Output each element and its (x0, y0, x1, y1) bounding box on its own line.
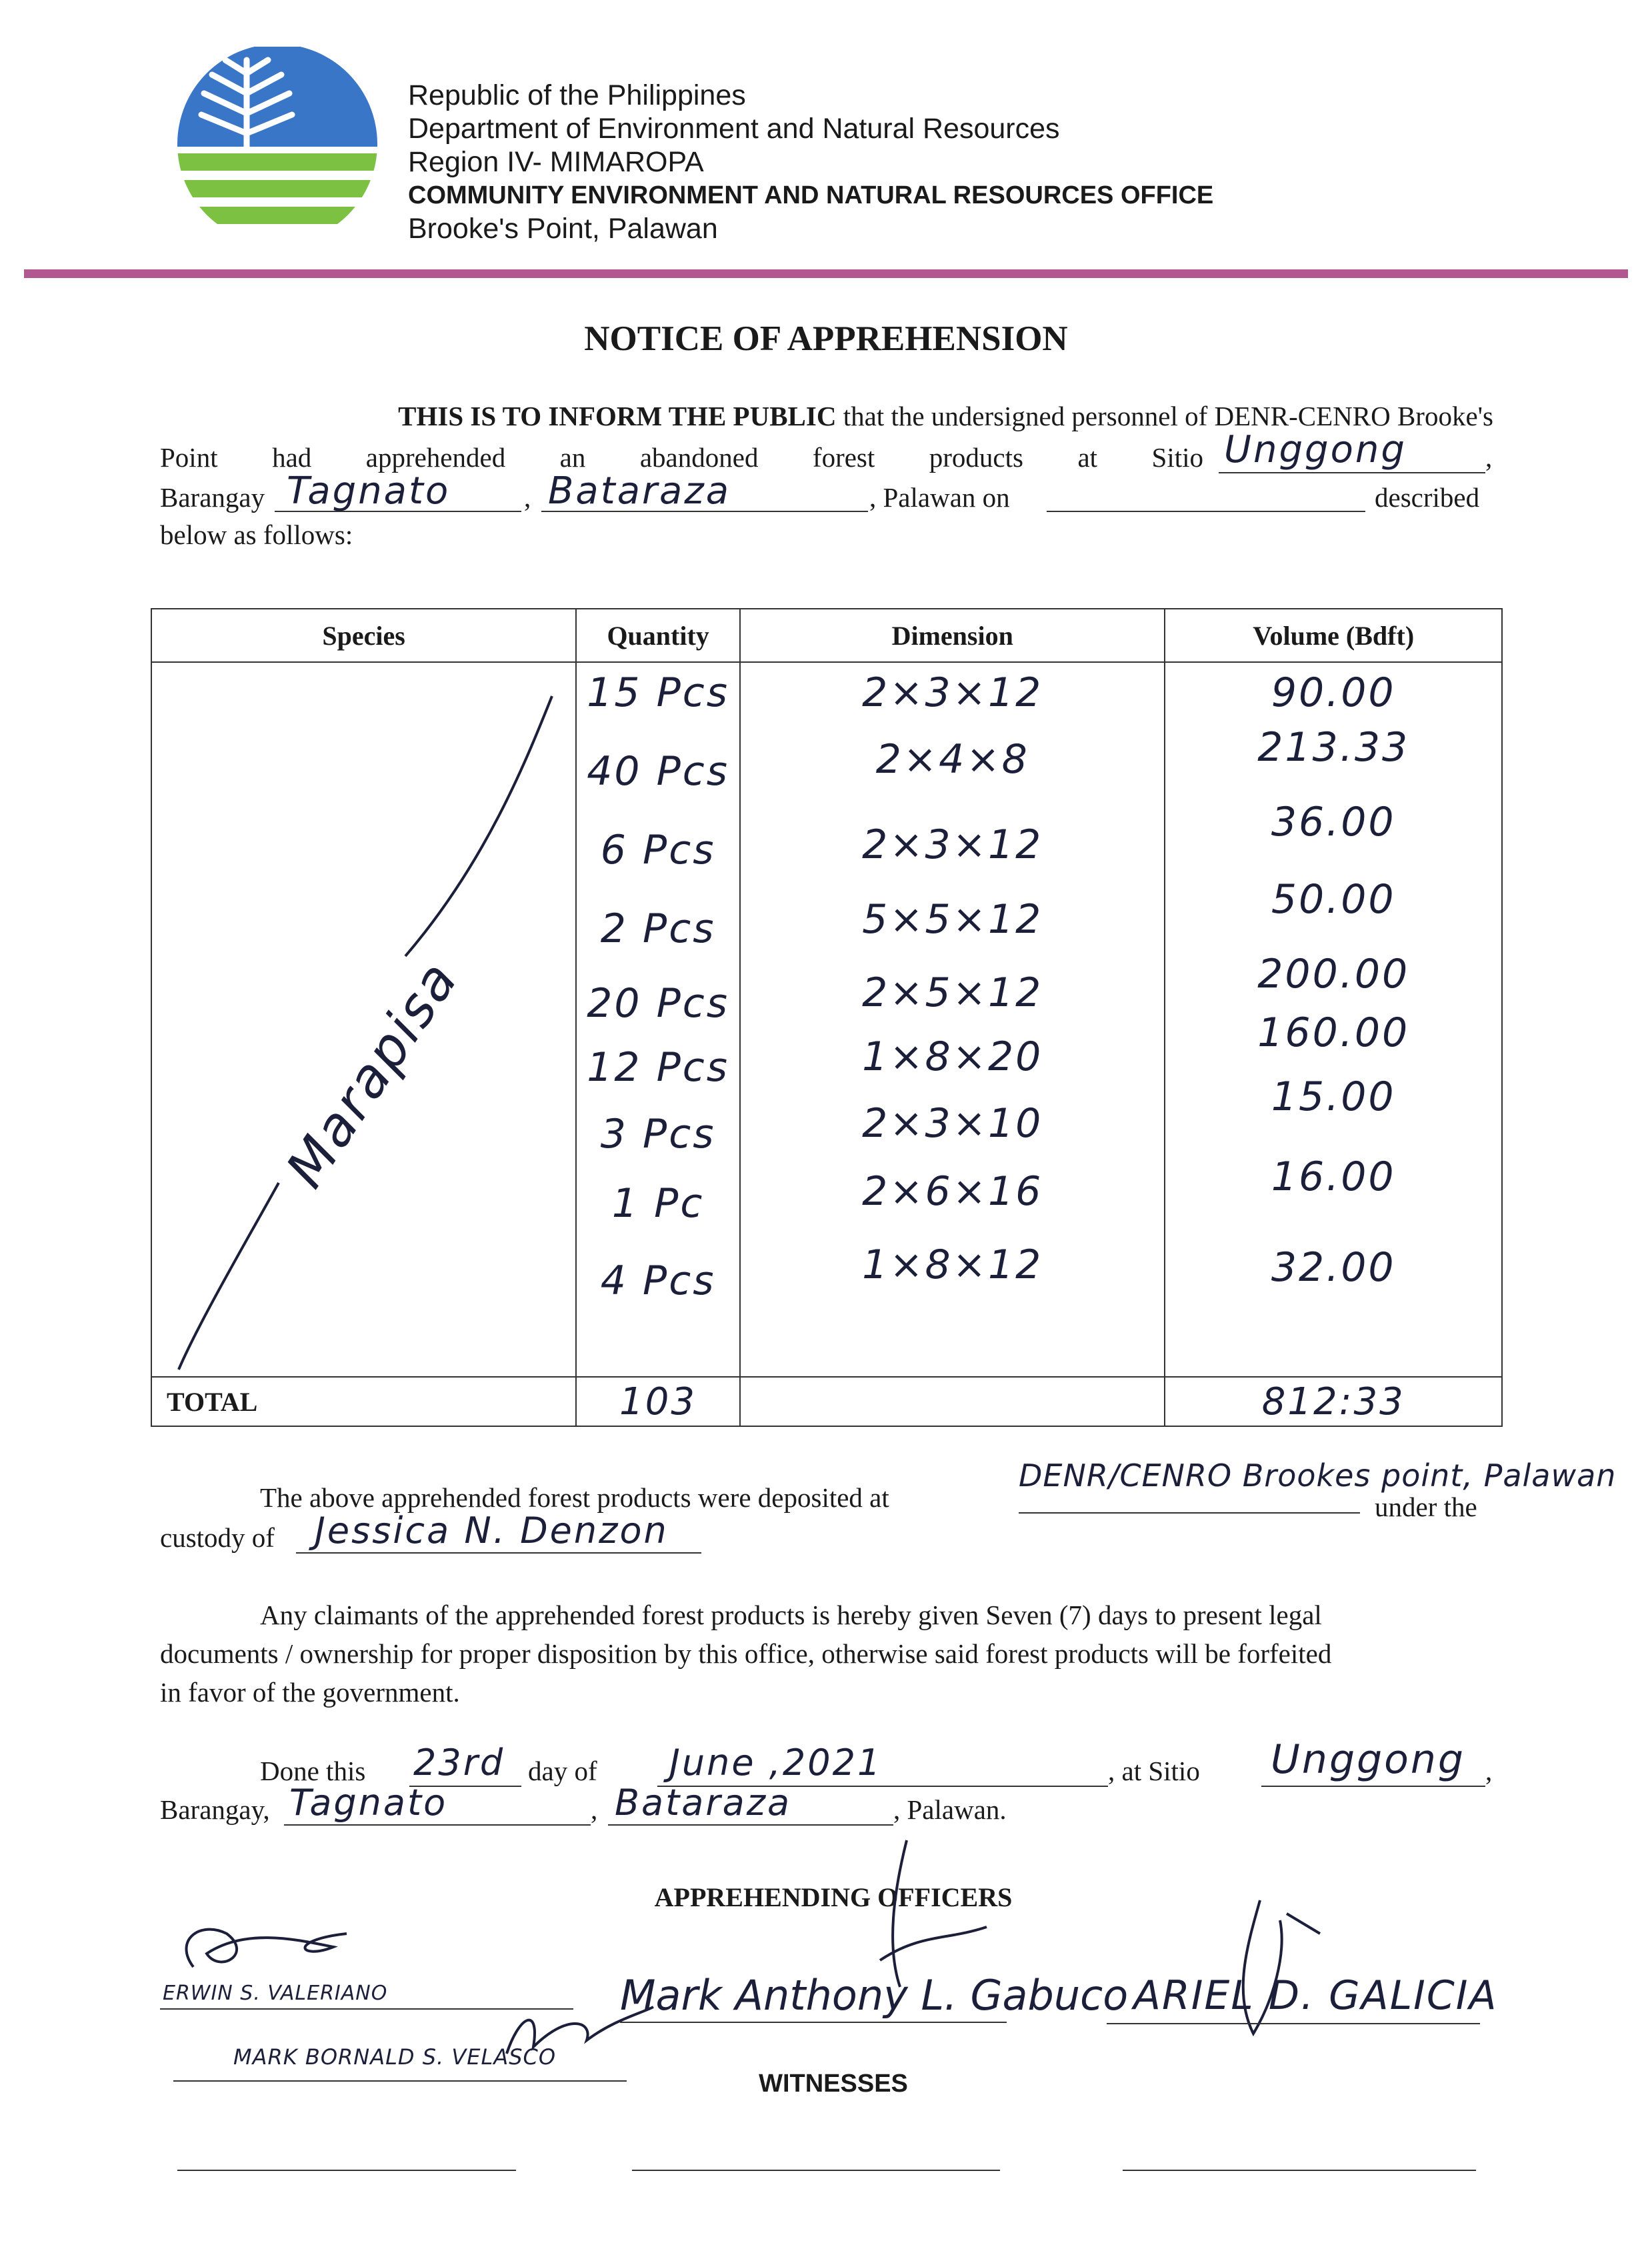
done-municipality-value: Bataraza (615, 1782, 792, 1824)
described-label: described (1375, 482, 1480, 513)
dim-1: 2×4×8 (875, 736, 1029, 783)
species-bracket-line (152, 663, 576, 1375)
left-officer-top-name: ERWIN S. VALERIANO (163, 1982, 388, 2005)
left-officer-bottom-name: MARK BORNALD S. VELASCO (233, 2044, 557, 2070)
letterhead-republic: Republic of the Philippines (408, 79, 746, 111)
vol-1: 213.33 (1257, 724, 1410, 771)
center-officer-name: Mark Anthony L. Gabuco (620, 1971, 1129, 2020)
left-officer-bottom-line (173, 2079, 627, 2082)
vol-5: 160.00 (1257, 1009, 1410, 1056)
done-this-label: Done this (260, 1756, 366, 1786)
vol-6: 15.00 (1271, 1073, 1396, 1120)
barangay-label: Barangay (160, 482, 265, 513)
letterhead (408, 79, 1213, 245)
intro-bold-lead: THIS IS TO INFORM THE PUBLIC (398, 401, 837, 431)
done-barangay-label: Barangay, (160, 1794, 270, 1825)
claimants-line-2: documents / ownership for proper disposition by this office, otherwise said forest products will be forfeited (160, 1638, 1332, 1669)
species-value: Marapisa (274, 949, 470, 1199)
done-barangay-value: Tagnato (289, 1782, 448, 1824)
done-municipality-field (608, 1782, 893, 1826)
total-dimension (740, 1377, 1165, 1426)
intro-text-1: that the undersigned personnel of DENR-CENRO Brooke's (843, 401, 1493, 431)
table-body-row (151, 662, 1502, 1377)
qty-1: 40 Pcs (587, 748, 730, 795)
day-value: 23rd (413, 1742, 505, 1784)
total-quantity: 103 (576, 1377, 740, 1426)
officers-heading: APPREHENDING OFFICERS (654, 1882, 1013, 1912)
below-label: below as follows: (160, 519, 353, 550)
qty-2: 6 Pcs (600, 827, 716, 873)
dim-3: 5×5×12 (862, 896, 1043, 943)
at-sitio-label: , at Sitio (1108, 1756, 1200, 1786)
dim-5: 1×8×20 (862, 1033, 1043, 1080)
barangay-value: Tagnato (287, 469, 451, 513)
vol-0: 90.00 (1271, 669, 1396, 716)
custodian-field (296, 1510, 701, 1554)
letterhead-region: Region IV- MIMAROPA (408, 146, 704, 178)
done-sitio-field (1261, 1736, 1485, 1787)
dim-2: 2×3×12 (862, 821, 1043, 868)
intro-line-2 (160, 441, 1203, 473)
done-barangay-field (284, 1782, 591, 1826)
intro-text-2: Point had apprehended an abandoned forest products at Sitio (160, 442, 1203, 473)
municipality-value: Bataraza (548, 469, 731, 513)
document-title: NOTICE OF APPREHENSION (584, 319, 1068, 358)
qty-8: 4 Pcs (600, 1258, 716, 1304)
total-row (151, 1377, 1502, 1426)
vol-7: 16.00 (1271, 1154, 1396, 1200)
intro-line-1 (260, 400, 1493, 432)
letterhead-rule (24, 269, 1628, 278)
header-quantity: Quantity (576, 609, 740, 662)
total-label: TOTAL (151, 1377, 576, 1426)
municipality-field (541, 469, 868, 513)
dim-7: 2×6×16 (862, 1168, 1043, 1215)
items-table (151, 608, 1503, 1427)
under-the-label: under the (1375, 1492, 1477, 1522)
intro-comma-2: , (524, 482, 531, 513)
done-comma: , (1485, 1756, 1493, 1786)
center-officer-line (620, 2020, 1007, 2023)
vol-4: 200.00 (1257, 951, 1410, 997)
custody-of-label: custody of (160, 1522, 275, 1553)
palawan-on-label: , Palawan on (869, 482, 1010, 513)
qty-4: 20 Pcs (587, 980, 730, 1027)
qty-7: 1 Pc (611, 1180, 705, 1227)
done-comma-2: , (591, 1794, 598, 1825)
month-year-value: June ,2021 (669, 1742, 883, 1784)
witness-line-2 (632, 2168, 1000, 2171)
right-officer-line (1107, 2022, 1480, 2024)
table-header-row (151, 609, 1502, 662)
custodian-value: Jessica N. Denzon (315, 1510, 669, 1552)
dimension-cell (740, 662, 1165, 1377)
vol-3: 50.00 (1271, 876, 1396, 923)
right-officer-name: ARIEL D. GALICIA (1133, 1972, 1498, 2019)
denr-logo (172, 47, 383, 241)
header-volume: Volume (Bdft) (1165, 609, 1502, 662)
claimants-line-3: in favor of the government. (160, 1677, 460, 1708)
qty-5: 12 Pcs (587, 1044, 730, 1091)
witness-line-1 (177, 2168, 516, 2171)
letterhead-location: Brooke's Point, Palawan (408, 213, 718, 245)
volume-cell (1165, 662, 1502, 1377)
total-volume: 812:33 (1165, 1377, 1502, 1426)
dim-0: 2×3×12 (862, 669, 1043, 716)
dim-8: 1×8×12 (862, 1242, 1043, 1288)
qty-3: 2 Pcs (600, 905, 716, 952)
sitio-field (1219, 428, 1485, 473)
header-dimension: Dimension (740, 609, 1165, 662)
letterhead-department: Department of Environment and Natural Resources (408, 113, 1060, 145)
deposit-place-value: DENR/CENRO Brookes point, Palawan (1019, 1458, 1617, 1494)
day-of-label: day of (528, 1756, 597, 1786)
vol-2: 36.00 (1271, 799, 1396, 845)
species-cell (151, 662, 576, 1377)
witness-line-3 (1123, 2168, 1476, 2171)
vol-8: 32.00 (1271, 1244, 1396, 1291)
date-field (1047, 476, 1365, 512)
qty-0: 15 Pcs (587, 669, 730, 716)
left-signature-scribble (167, 1914, 387, 1987)
done-palawan-label: , Palawan. (893, 1794, 1007, 1825)
dim-6: 2×3×10 (862, 1100, 1043, 1147)
claimants-line-1: Any claimants of the apprehended forest products is hereby given Seven (7) days to present legal (260, 1600, 1322, 1630)
qty-6: 3 Pcs (600, 1111, 716, 1158)
intro-comma: , (1485, 442, 1493, 473)
witnesses-heading: WITNESSES (759, 2070, 908, 2098)
header-species: Species (151, 609, 576, 662)
deposit-text: The above apprehended forest products were deposited at (260, 1482, 889, 1513)
quantity-cell (576, 662, 740, 1377)
barangay-field (275, 469, 521, 513)
letterhead-office: COMMUNITY ENVIRONMENT AND NATURAL RESOURCES OFFICE (408, 181, 1214, 209)
dim-4: 2×5×12 (862, 969, 1043, 1016)
done-sitio-value: Unggong (1271, 1736, 1465, 1783)
sitio-value: Unggong (1224, 428, 1407, 471)
